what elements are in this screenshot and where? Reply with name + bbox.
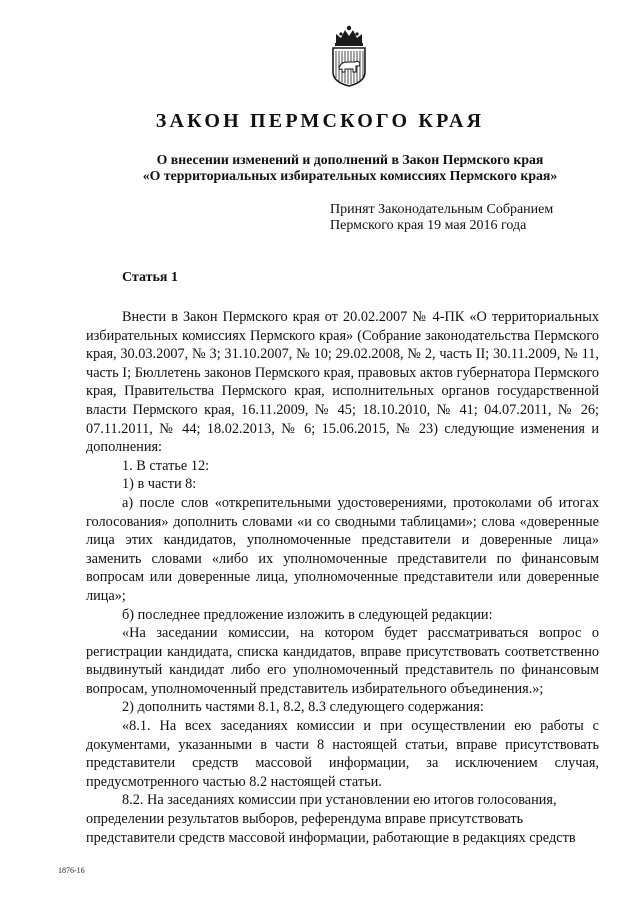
paragraph-8-2: 8.2. На заседаниях комиссии при установлении ею итогов голосования, определении результатов выборов, референдума вправе присутствовать представители средств массовой информации, работающие в редакциях средств [86,792,576,846]
paragraph-item-1: 1. В статье 12: [122,457,210,474]
adoption-line-2: Пермского края 19 мая 2016 года [330,217,527,233]
paragraph-item-2: 2) дополнить частями 8.1, 8.2, 8.3 следующего содержания: [122,699,484,716]
paragraph-item-a: а) после слов «открепительными удостоверениями, протоколами об итогах голосования» дополнить словами «и со сводными таблицами»; слова «доверенные лица этих кандидатов, уполномоченные представители и доверенные лица» заменить словами «либо их уполномоченные представители по финансовым вопросам или доверенные лица, уполномоченные представители или доверенные лица»; [86,494,599,604]
paragraph-intro: Внести в Закон Пермского края от 20.02.2007 № 4-ПК «О территориальных избирательных комиссиях Пермского края» (Собрание законодательства Пермского края, 30.03.2007, № 3; 31.10.2007, № 10; 29.02.2008, № 2, часть II; 30.11.2009, № 11, часть I; Бюллетень законов Пермского края, правовых актов губернатора Пермского края, Правительства Пермского края, исполнительных органов государственной власти Пермского края, 16.11.2009, № 45; 18.10.2010, № 41; 04.07.2011, № 26; 07.11.2011, № 44; 18.02.2013, № 6; 15.06.2015, № 23) следующие изменения и дополнения: [86,309,599,456]
article-body [86,308,599,847]
document-code: 1876-16 [58,866,85,875]
subtitle-line-1: О внесении изменений и дополнений в Закон Пермского края [156,152,544,167]
paragraph-8-1: «8.1. На всех заседаниях комиссии и при осуществлении ею работы с документами, указанными в части 8 настоящей статьи, вправе присутствовать представители средств массовой информации, за исключением случая, предусмотренного частью 8.2 настоящей статьи. [86,718,599,790]
paragraph-item-b: б) последнее предложение изложить в следующей редакции: [122,606,493,623]
law-title: ЗАКОН ПЕРМСКОГО КРАЯ [155,110,485,132]
paragraph-quote-1: «На заседании комиссии, на котором будет рассматриваться вопрос о регистрации кандидата, списка кандидатов, вправе присутствовать соответственно выдвинутый кандидат либо его уполномоченный представитель по финансовым вопросам, уполномоченный представитель избирательного объединения.»; [86,625,599,697]
adoption-note [330,202,630,233]
adoption-line-1: Принят Законодательным Собранием [330,202,554,217]
law-subtitle [60,152,640,184]
paragraph-item-1-1: 1) в части 8: [122,476,197,493]
article-heading: Статья 1 [122,270,178,285]
perm-krai-coat-of-arms-icon [328,22,370,88]
subtitle-line-2: «О территориальных избирательных комиссиях Пермского края» [142,168,558,183]
